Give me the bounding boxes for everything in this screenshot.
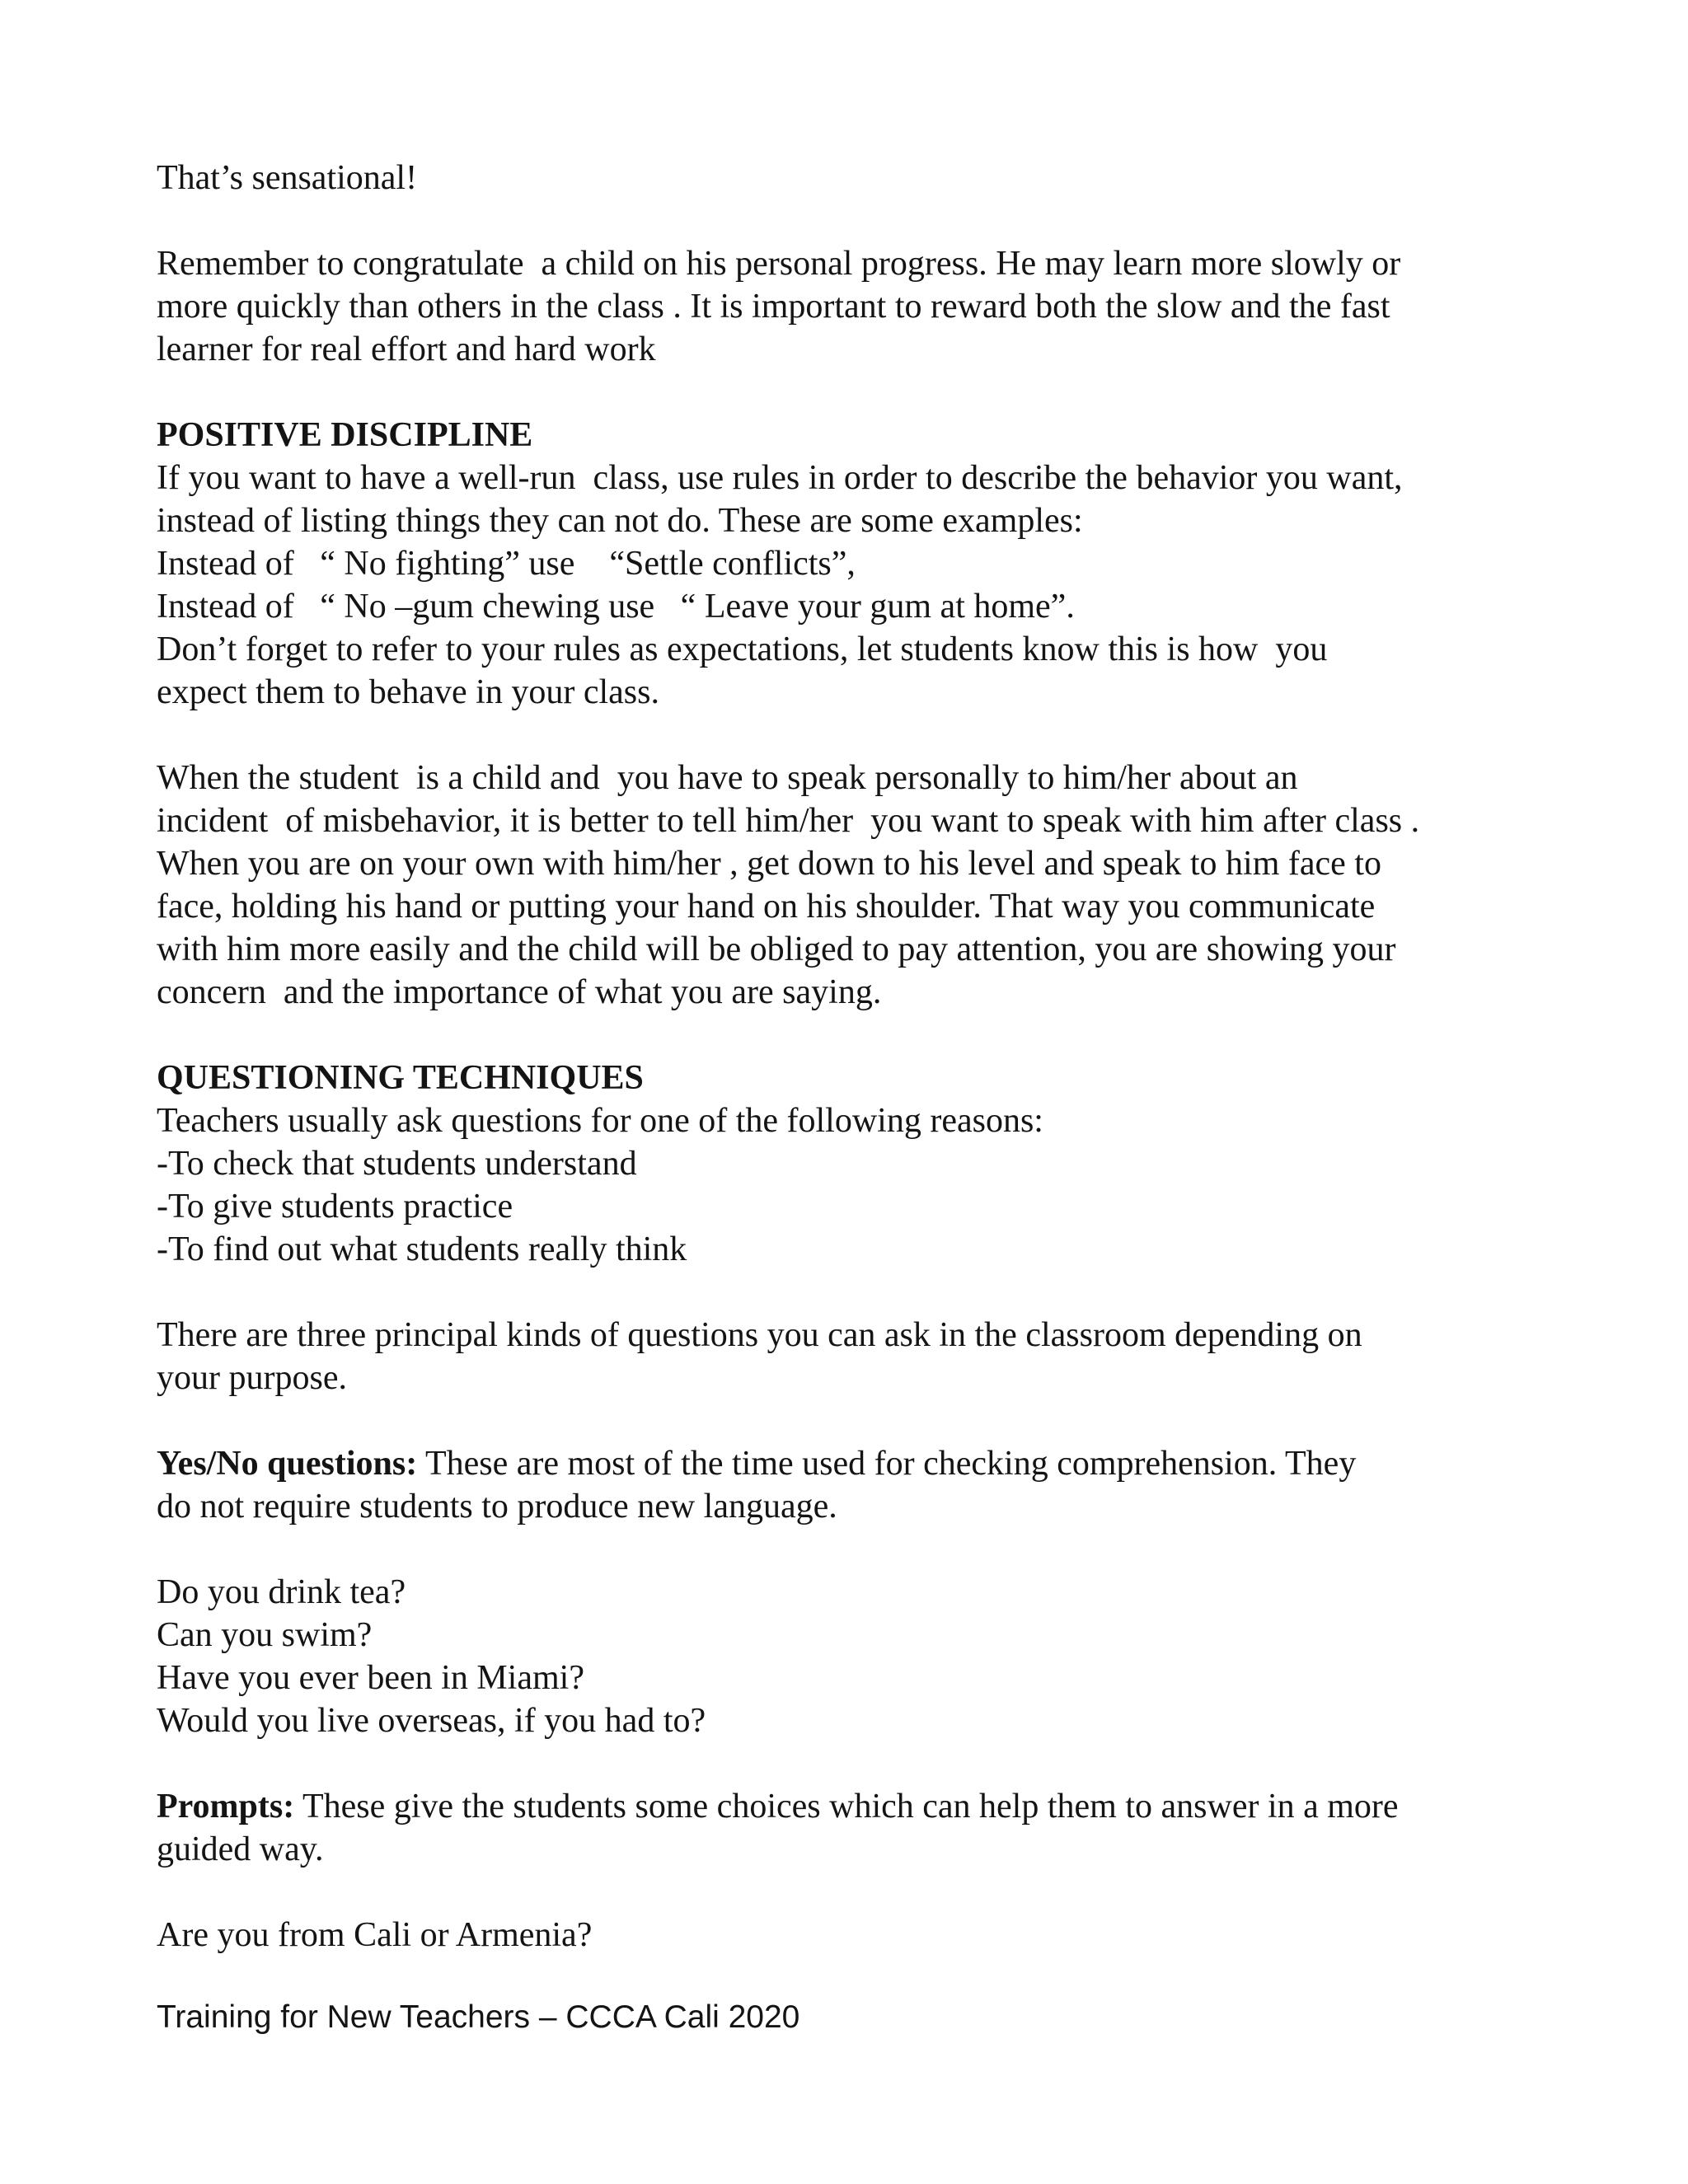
spacer (157, 1742, 1558, 1785)
text-line: guided way. (157, 1830, 324, 1868)
text-line: concern and the importance of what you are saying. (157, 973, 882, 1011)
list-item: -To find out what students really think (157, 1230, 687, 1268)
text-line: Don’t forget to refer to your rules as expectations, let students know this is how you (157, 630, 1328, 668)
list-item: -To give students practice (157, 1188, 513, 1226)
spacer (157, 1871, 1558, 1914)
list-item: -To check that students understand (157, 1145, 637, 1183)
question-kinds-paragraph (157, 1314, 1558, 1399)
spacer (157, 199, 1558, 242)
example-question: Are you from Cali or Armenia? (157, 1916, 593, 1954)
prompts-paragraph (157, 1785, 1558, 1871)
progress-paragraph (157, 242, 1558, 371)
text-line: face, holding his hand or putting your hand on his shoulder. That way you communicate (157, 888, 1376, 926)
prompts-label: Prompts: (157, 1788, 295, 1825)
example-question: Can you swim? (157, 1616, 373, 1654)
document-body (157, 157, 1558, 1957)
prompts-description: These give the students some choices which can help them to answer in a more (294, 1788, 1399, 1825)
text-line: Instead of “ No fighting” use “Settle conflicts”, (157, 545, 856, 583)
spacer (157, 1271, 1558, 1314)
example-question: Have you ever been in Miami? (157, 1659, 584, 1697)
text-line: If you want to have a well-run class, use rules in order to describe the behavior you want, (157, 459, 1403, 497)
text-line: Teachers usually ask questions for one of the following reasons: (157, 1102, 1043, 1140)
text-line: incident of misbehavior, it is better to tell him/her you want to speak with him after class . (157, 802, 1420, 840)
text-line (157, 1785, 1558, 1828)
example-question: Would you live overseas, if you had to? (157, 1702, 706, 1740)
yes-no-description: These are most of the time used for checking comprehension. They (417, 1445, 1357, 1483)
text-line: There are three principal kinds of questions you can ask in the classroom depending on (157, 1316, 1362, 1354)
spacer (157, 714, 1558, 757)
text-line: more quickly than others in the class . It is important to reward both the slow and the fast (157, 288, 1390, 326)
yes-no-paragraph (157, 1442, 1558, 1528)
spacer (157, 1399, 1558, 1442)
page-footer: Training for New Teachers – CCCA Cali 2020 (157, 1999, 800, 2035)
text-line: Remember to congratulate a child on his personal progress. He may learn more slowly or (157, 245, 1401, 283)
example-question: Do you drink tea? (157, 1573, 406, 1611)
text-line (157, 1442, 1558, 1485)
text-line: do not require students to produce new language. (157, 1488, 837, 1526)
yes-no-examples (157, 1571, 1558, 1742)
spacer (157, 1528, 1558, 1571)
text-line: instead of listing things they can not do. These are some examples: (157, 502, 1083, 540)
text-line: your purpose. (157, 1359, 347, 1397)
questioning-reasons-list (157, 1099, 1558, 1271)
text-line: with him more easily and the child will be obliged to pay attention, you are showing your (157, 930, 1396, 968)
positive-discipline-paragraph (157, 457, 1558, 714)
questioning-techniques-heading: QUESTIONING TECHNIQUES (157, 1059, 644, 1097)
intro-line: That’s sensational! (157, 159, 418, 197)
text-line: expect them to behave in your class. (157, 673, 659, 711)
spacer (157, 1014, 1558, 1057)
spacer (157, 371, 1558, 414)
child-misbehavior-paragraph (157, 757, 1558, 1014)
yes-no-label: Yes/No questions: (157, 1445, 418, 1483)
text-line: When you are on your own with him/her , get down to his level and speak to him face to (157, 845, 1381, 883)
text-line: Instead of “ No –gum chewing use “ Leave your gum at home”. (157, 588, 1075, 626)
text-line: When the student is a child and you have to speak personally to him/her about an (157, 759, 1298, 797)
positive-discipline-heading: POSITIVE DISCIPLINE (157, 416, 533, 454)
text-line: learner for real effort and hard work (157, 330, 656, 368)
